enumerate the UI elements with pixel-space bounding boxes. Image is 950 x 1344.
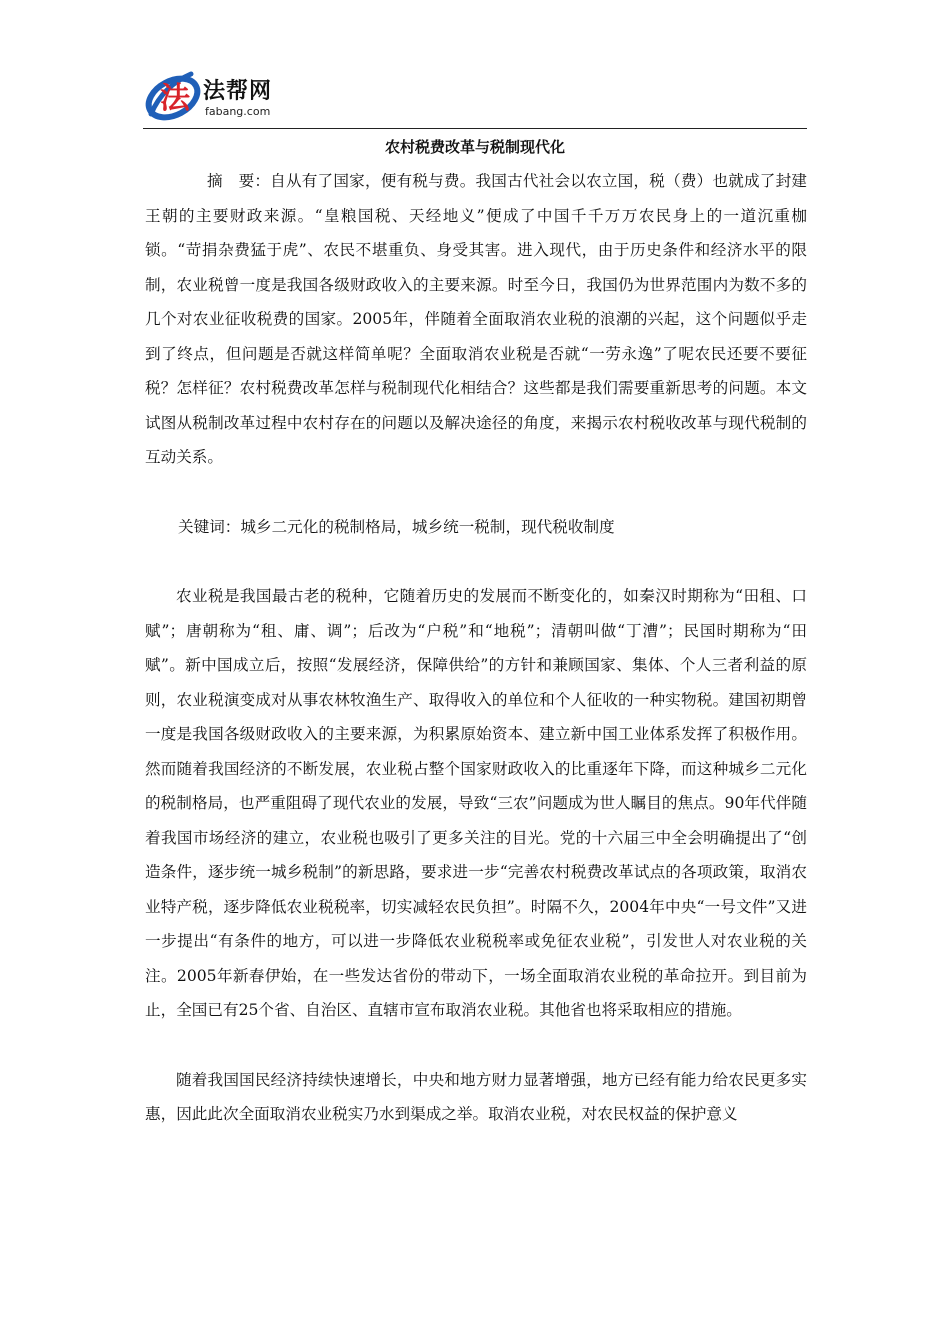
- logo-mark: 法: [160, 81, 190, 116]
- logo-emblem-icon: [143, 64, 207, 128]
- header-divider: [143, 128, 807, 129]
- page-header: [143, 64, 807, 130]
- document-title: 农村税费改革与税制现代化: [384, 138, 565, 156]
- body-paragraph: 随着我国国民经济持续快速增长，中央和地方财力显著增强，地方已经有能力给农民更多实惠，因此此次全面取消农业税实乃水到渠成之举。取消农业税，对农民权益的保护意义: [145, 1070, 807, 1123]
- logo-domain: fabang.com: [205, 105, 271, 118]
- document-body: [145, 164, 807, 1132]
- keywords-line: 关键词：城乡二元化的税制格局，城乡统一税制，现代税收制度: [178, 517, 615, 536]
- body-paragraph: 农业税是我国最古老的税种，它随着历史的发展而不断变化的，如秦汉时期称为“田租、口赋”；唐朝称为“租、庸、调”；后改为“户税”和“地税”；清朝叫做“丁漕”；民国时期称为“田赋”。新中国成立后，按照“发展经济，保障供给”的方针和兼顾国家、集体、个人三者利益的原则，农业税演变成对从事农林牧渔生产、取得收入的单位和个人征收的一种实物税。建国初期曾一度是我国各级财政收入的主要来源，为积累原始资本、建立新中国工业体系发挥了积极作用。然而随着我国经济的不断发展，农业税占整个国家财政收入的比重逐年下降，而这种城乡二元化的税制格局，也严重阻碍了现代农业的发展，导致“三农”问题成为世人瞩目的焦点。90年代伴随着我国市场经济的建立，农业税也吸引了更多关注的目光。党的十六届三中全会明确提出了“创造条件，逐步统一城乡税制”的新思路，要求进一步“完善农村税费改革试点的各项政策，取消农业特产税，逐步降低农业税税率，切实减轻农民负担”。时隔不久，2004年中央“一号文件”又进一步提出“有条件的地方，可以进一步降低农业税税率或免征农业税”，引发世人对农业税的关注。2005年新春伊始，在一些发达省份的带动下，一场全面取消农业税的革命拉开。到目前为止，全国已有25个省、自治区、直辖市宣布取消农业税。其他省也将采取相应的措施。: [145, 587, 807, 1019]
- abstract-paragraph: 摘 要：自从有了国家，便有税与费。我国古代社会以农立国，税（费）也就成了封建王朝的主要财政来源。“皇粮国税、天经地义”便成了中国千千万万农民身上的一道沉重枷锁。“苛捐杂费猛于虎”、农民不堪重负、身受其害。进入现代，由于历史条件和经济水平的限制，农业税曾一度是我国各级财政收入的主要来源。时至今日，我国仍为世界范围内为数不多的几个对农业征收税费的国家。2005年，伴随着全面取消农业税的浪潮的兴起，这个问题似乎走到了终点，但问题是否就这样简单呢？全面取消农业税是否就“一劳永逸”了呢农民还要不要征税？怎样征？农村税费改革怎样与税制现代化相结合？这些都是我们需要重新思考的问题。本文试图从税制改革过程中农村存在的问题以及解决途径的角度，来揭示农村税收改革与现代税制的互动关系。: [145, 172, 807, 466]
- fabang-logo[interactable]: [143, 64, 383, 128]
- logo-chinese-name: 法帮网: [203, 79, 273, 104]
